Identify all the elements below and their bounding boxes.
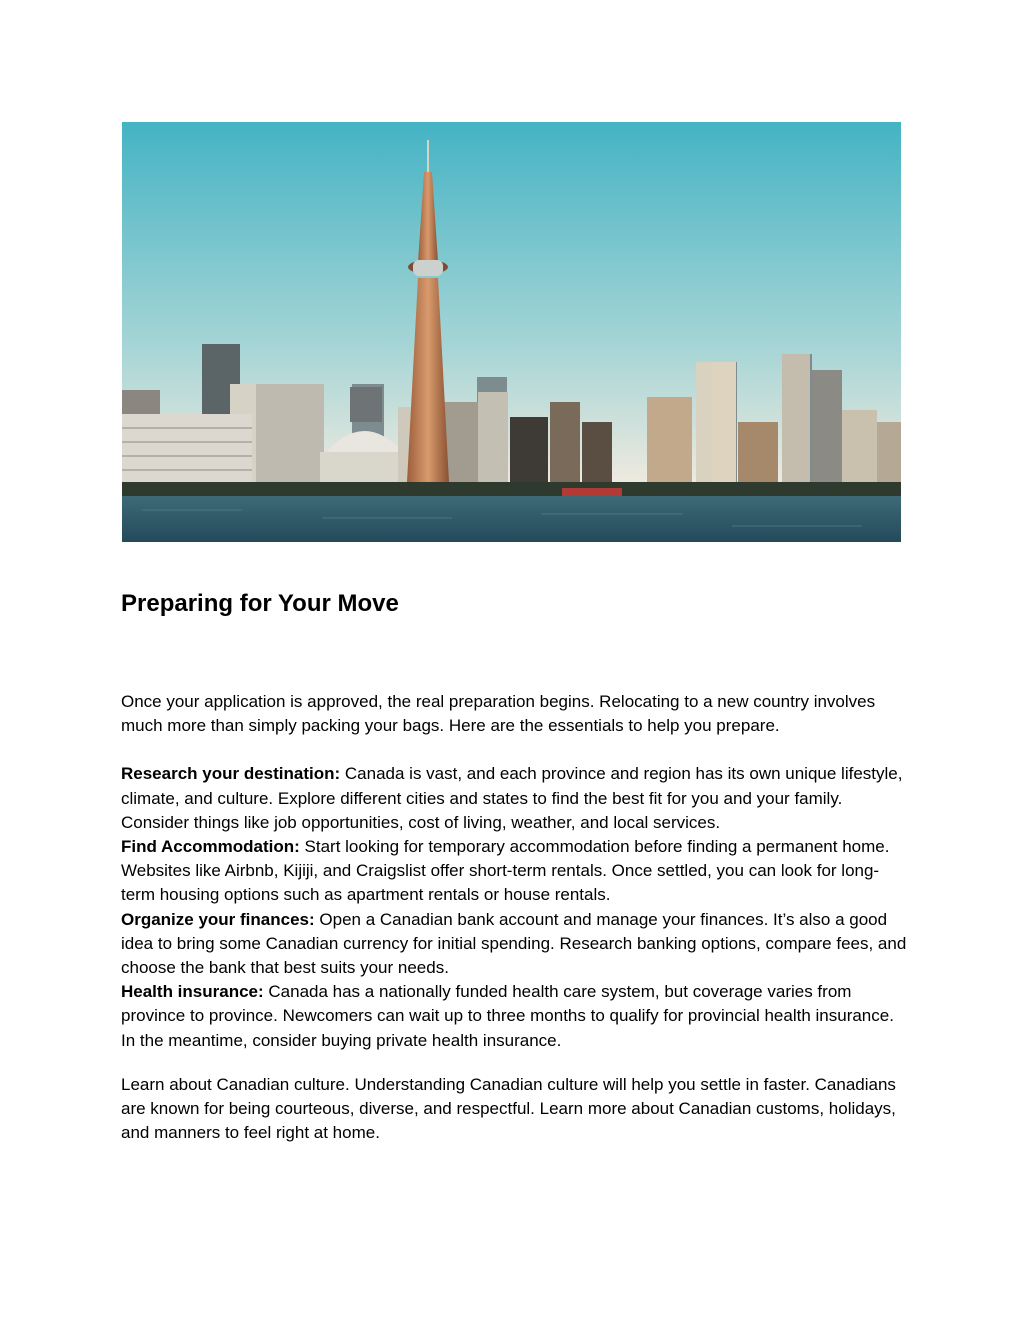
toronto-skyline-image bbox=[122, 122, 901, 542]
item-text: Open a Canadian bank account and manage your finances. It’s also a good idea to bring some Canadian currency for initial spending. Research banking options, compare fees, and choose the bank that best suits your needs. bbox=[121, 909, 907, 978]
item-label: Health insurance: bbox=[121, 982, 264, 1002]
list-item bbox=[121, 908, 911, 981]
item-text: Start looking for temporary accommodation before finding a permanent home. Websites like Airbnb, Kijiji, and Craigslist offer short-term rentals. Once settled, you can look for long-term housing options such as apartment rentals or house rentals. bbox=[121, 837, 890, 905]
item-label: Research your destination: bbox=[121, 764, 341, 784]
item-label: Organize your finances: bbox=[121, 909, 315, 929]
item-label: Find Accommodation: bbox=[121, 837, 300, 857]
article-body bbox=[121, 690, 911, 1145]
intro-paragraph: Once your application is approved, the real preparation begins. Relocating to a new country involves much more than simply packing your bags. Here are the essentials to help you prepare. bbox=[121, 692, 876, 736]
item-text: Canada has a nationally funded health care system, but coverage varies from province to province. Newcomers can wait up to three months to qualify for provincial health insurance. In the meantime, consider buying private health insurance. bbox=[121, 982, 894, 1050]
page-title: Preparing for Your Move bbox=[121, 590, 399, 617]
list-item bbox=[121, 835, 911, 908]
closing-paragraph: Learn about Canadian culture. Understanding Canadian culture will help you settle in faster. Canadians are known for being courteous, diverse, and respectful. Learn more about Canadian customs, holidays, and manners to feel right at home. bbox=[121, 1074, 896, 1143]
list-item bbox=[121, 762, 911, 835]
item-text: Canada is vast, and each province and region has its own unique lifestyle, climate, and culture. Explore different cities and states to find the best fit for you and your family. Consider things like job opportunities, cost of living, weather, and local services. bbox=[121, 764, 903, 832]
list-item bbox=[121, 980, 911, 1053]
